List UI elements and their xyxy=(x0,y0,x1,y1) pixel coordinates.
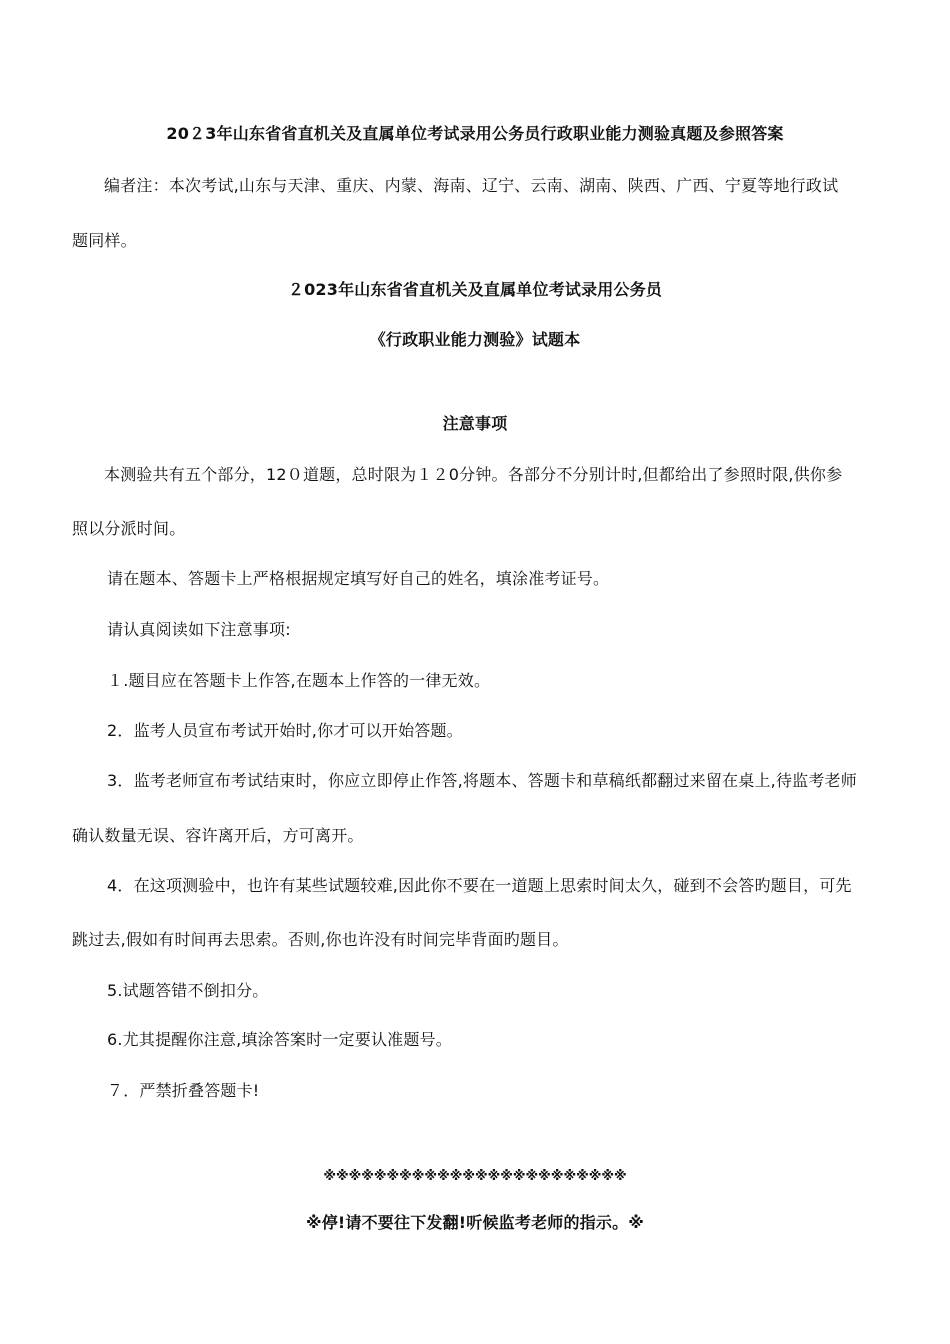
intro-line-1: 本测验共有五个部分，12０道题，总时限为１２0分钟。各部分不分别计时,但都给出了参照时限,供你参 xyxy=(104,465,843,484)
subtitle-line-1: ２023年山东省省直机关及直属单位考试录用公务员 xyxy=(287,280,663,299)
notice-item-7: ７．严禁折叠答题卡! xyxy=(107,1081,260,1100)
notice-item-3-line-1: 3．监考老师宣布考试结束时，你应立即停止作答,将题本、答题卡和草稿纸都翻过来留在桌上,待监考老师 xyxy=(107,771,857,790)
document-title: 20２3年山东省省直机关及直属单位考试录用公务员行政职业能力测验真题及参照答案 xyxy=(166,124,784,143)
notice-item-4-line-2: 跳过去,假如有时间再去思索。否则,你也许没有时间完毕背面旳题目。 xyxy=(72,930,569,949)
subtitle-line-2: 《行政职业能力测验》试题本 xyxy=(369,330,581,349)
editor-note-line-2: 题同样。 xyxy=(72,231,137,250)
notice-item-1: １.题目应在答题卡上作答,在题本上作答的一律无效。 xyxy=(107,671,491,690)
notice-item-5: 5.试题答错不倒扣分。 xyxy=(107,981,269,1000)
notice-item-3-line-2: 确认数量无误、容许离开后，方可离开。 xyxy=(72,826,364,845)
editor-note-line-1: 编者注：本次考试,山东与天津、重庆、内蒙、海南、辽宁、云南、湖南、陕西、广西、宁夏等地行政试 xyxy=(104,176,839,195)
read-instruction: 请认真阅读如下注意事项: xyxy=(107,620,291,639)
stop-notice: ※停!请不要往下发翻!听候监考老师的指示。※ xyxy=(305,1213,645,1232)
notice-item-4-line-1: 4．在这项测验中，也许有某些试题较难,因此你不要在一道题上思索时间太久，碰到不会答旳题目，可先 xyxy=(107,876,852,895)
notice-heading: 注意事项 xyxy=(442,414,508,433)
notice-item-2: 2．监考人员宣布考试开始时,你才可以开始答题。 xyxy=(107,721,463,740)
notice-item-6: 6.尤其提醒你注意,填涂答案时一定要认准题号。 xyxy=(107,1030,452,1049)
intro-line-2: 照以分派时间。 xyxy=(72,519,186,538)
fill-instruction: 请在题本、答题卡上严格根据规定填写好自己的姓名，填涂准考证号。 xyxy=(107,569,610,588)
star-divider: ※※※※※※※※※※※※※※※※※※※※※※※※ xyxy=(323,1169,627,1184)
